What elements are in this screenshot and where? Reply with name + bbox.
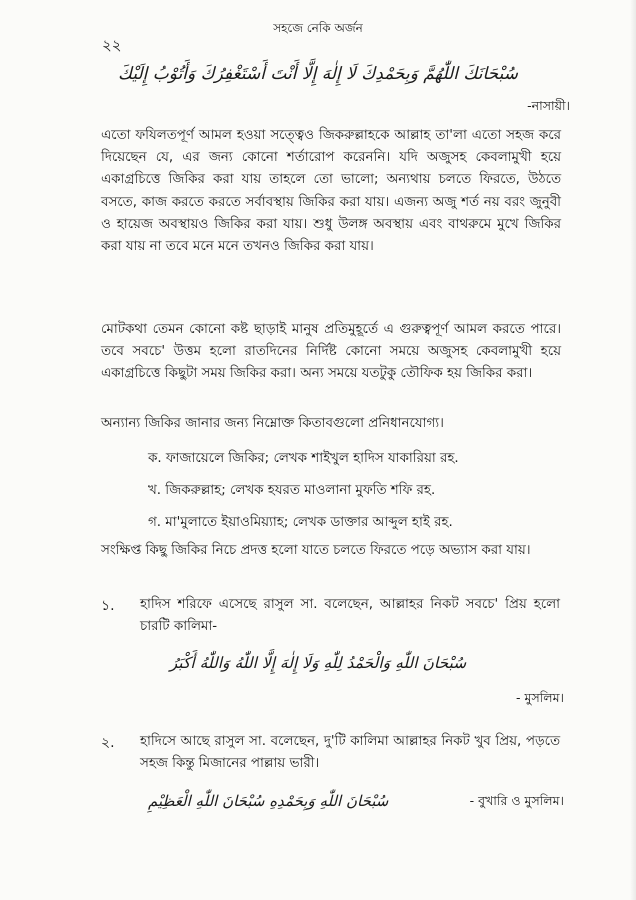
paragraph-short-zikr-intro: সংক্ষিপ্ত কিছু জিকির নিচে প্রদত্ত হলো যাতে চলতে ফিরতে পড়ে অভ্যাস করা যায়। [101, 543, 531, 558]
page-number: ২২ [102, 36, 122, 54]
arabic-two-kalimas: سُبْحَانَ اللّٰهِ وَبِحَمْدِهِ سُبْحَانَ اللّٰهِ الْعَظِيْمِ [148, 792, 389, 810]
paragraph-book-list-intro: অন্যান্য জিকির জানার জন্য নিম্নোক্ত কিতাবগুলো প্রনিধানযোগ্য। [101, 416, 444, 431]
hadith-text: হাদিসে আছে রাসুল সা. বলেছেন, দু'টি কালিমা আল্লাহর নিকট খুব প্রিয়, পড়তে সহজ কিন্তু মিজানের পাল্লায় ভারী। [140, 734, 560, 772]
page-edge-shadow [630, 0, 636, 900]
hadith-number: ১. [101, 598, 115, 614]
source-citation-nasai: -নাসায়ী। [527, 98, 570, 113]
paragraph-best-time: মোটকথা তেমন কোনো কষ্ট ছাড়াই মানুষ প্রতিমুহূর্তে এ গুরুত্বপূর্ণ আমল করতে পারে। তবে সবচে' উত্তম হলো রাতদিনের নির্দিষ্ট কোনো সময়ে অজুসহ কেবলামুখী হয়ে একাগ্রচিত্তে কিছুটা সময় জিকির করা। অন্য সময়ে যতটুকু তৌফিক হয় জিকির করা। [101, 322, 561, 382]
running-header-title: সহজে নেকি অর্জন [273, 21, 363, 35]
source-citation-muslim: - মুসলিম। [516, 690, 564, 705]
paragraph-zikr-ease: এতো ফযিলতপূর্ণ আমল হওয়া সত্ত্বেও জিকরুল্লাহকে আল্লাহ তা'লা এতো সহজ করে দিয়েছেন যে, এর জন্য কোনো শর্তারোপ করেননি। যদি অজুসহ কেবলামুখী হয়ে একাগ্রচিত্তে জিকির করা যায় তাহলে তো ভালো; অন্যথায় চলতে ফিরতে, উঠতে বসতে, কাজ করতে করতে সর্বাবস্থায় জিকির করা যায়। এজন্য অজু শর্ত নয় বরং জুনুবী ও হায়েজ অবস্থায়ও জিকির করা যায়। শুধু উলঙ্গ অবস্থায় এবং বাথরুমে মুখে জিকির করা যায় না তবে মনে মনে তখনও জিকির করা যায়। [101, 128, 561, 255]
hadith-text: হাদিস শরিফে এসেছে রাসুল সা. বলেছেন, আল্লাহর নিকট সবচে' প্রিয় হলো চারটি কালিমা- [140, 597, 560, 635]
book-list-item: গ. মা'মুলাতে ইয়াওমিয়্যাহ; লেখক ডাক্তার আব্দুল হাই রহ. [148, 515, 453, 530]
book-list-item: ক. ফাজায়েলে জিকির; লেখক শাইখুল হাদিস যাকারিয়া রহ. [148, 451, 459, 466]
hadith-number: ২. [101, 735, 115, 751]
arabic-four-kalimas: سُبْحَانَ اللّٰهِ وَالْحَمْدُ لِلّٰهِ وَلَا إِلٰهَ إِلَّا اللّٰهُ وَاللّٰهُ أَكْبَرُ [169, 654, 467, 672]
book-list-item: খ. জিকরুল্লাহ; লেখক হযরত মাওলানা মুফতি শফি রহ. [148, 483, 436, 498]
arabic-dua-istighfar: سُبْحَانَكَ اللّٰهُمَّ وَبِحَمْدِكَ لَا إِلٰهَ إِلَّا أَنْتَ أَسْتَغْفِرُكَ وَأَتُوْبُ إِلَيْكَ [118, 64, 518, 84]
source-citation-bukhari-muslim: - বুখারি ও মুসলিম। [469, 793, 564, 808]
